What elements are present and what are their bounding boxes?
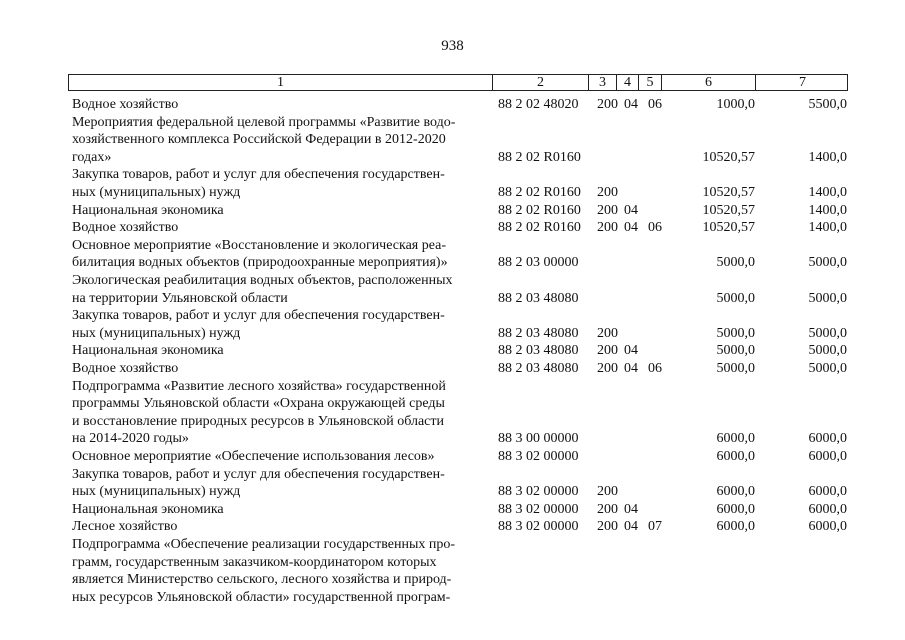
table-row — [0, 395, 905, 413]
row-description: Национальная экономика — [72, 202, 224, 218]
row-value-2018: 1400,0 — [808, 185, 847, 200]
row-description: Подпрограмма «Обеспечение реализации государственных про- — [72, 537, 456, 552]
row-col3: 200 — [597, 343, 618, 359]
row-col3: 200 — [597, 501, 618, 517]
header-col-3: 3 — [589, 75, 617, 90]
row-description: Основное мероприятие «Обеспечение использования лесов» — [72, 449, 435, 464]
row-col3: 200 — [597, 361, 618, 376]
table-row — [0, 589, 905, 607]
row-col5: 06 — [648, 97, 662, 112]
row-code: 88 2 02 R0160 — [498, 149, 581, 165]
table-row — [0, 149, 905, 167]
row-value-2017: 6000,0 — [716, 431, 755, 447]
row-value-2018: 5000,0 — [808, 255, 847, 271]
table-row — [0, 114, 905, 132]
table-row — [0, 272, 905, 290]
row-description: Национальная экономика — [72, 501, 224, 517]
row-code: 88 3 02 00000 — [498, 449, 579, 464]
row-value-2018: 6000,0 — [808, 501, 847, 517]
row-description: ных (муниципальных) нужд — [72, 185, 241, 200]
row-value-2018: 6000,0 — [808, 449, 847, 464]
row-col4: 04 — [624, 202, 638, 218]
row-description: ных (муниципальных) нужд — [72, 325, 241, 341]
row-code: 88 3 00 00000 — [498, 431, 579, 447]
table-row — [0, 360, 905, 378]
row-value-2017: 10520,57 — [702, 202, 755, 218]
row-description: на территории Ульяновской области — [72, 290, 288, 306]
row-description: на 2014-2020 годы» — [72, 431, 189, 447]
row-description: Закупка товаров, работ и услуг для обеспечения государствен- — [72, 466, 445, 482]
header-col-6: 6 — [662, 75, 756, 90]
row-col3: 200 — [597, 519, 618, 535]
table-row — [0, 448, 905, 466]
row-code: 88 2 02 R0160 — [498, 220, 581, 236]
row-code: 88 2 03 48080 — [498, 361, 579, 376]
row-description: годах» — [72, 149, 112, 165]
row-value-2017: 10520,57 — [702, 185, 755, 200]
header-col-5: 5 — [639, 75, 662, 90]
row-code: 88 2 02 R0160 — [498, 185, 581, 200]
row-description: Экологическая реабилитация водных объектов, расположенных — [72, 273, 453, 288]
row-description: Национальная экономика — [72, 343, 224, 359]
table-row — [0, 378, 905, 396]
table-row — [0, 413, 905, 431]
row-description: Мероприятия федеральной целевой программы «Развитие водо- — [72, 114, 456, 130]
row-value-2018: 1400,0 — [808, 149, 847, 165]
row-col4: 04 — [624, 361, 638, 376]
row-description: хозяйственного комплекса Российской Федерации в 2012-2020 — [72, 132, 446, 148]
header-col-7: 7 — [799, 75, 806, 90]
row-value-2017: 5000,0 — [716, 325, 755, 341]
table-row — [0, 184, 905, 202]
table-row — [0, 501, 905, 519]
row-code: 88 2 03 48080 — [498, 325, 579, 341]
table-row — [0, 430, 905, 448]
table-row — [0, 518, 905, 536]
table-row — [0, 290, 905, 308]
row-col5: 07 — [648, 519, 662, 535]
row-description: грамм, государственным заказчиком-координатором которых — [72, 554, 437, 570]
table-row — [0, 571, 905, 589]
row-col3: 200 — [597, 325, 618, 341]
row-value-2018: 5000,0 — [808, 343, 847, 359]
row-value-2017: 10520,57 — [702, 220, 755, 236]
row-value-2018: 1400,0 — [808, 220, 847, 236]
table-row — [0, 254, 905, 272]
row-code: 88 3 02 00000 — [498, 501, 579, 517]
page-number: 938 — [441, 38, 464, 54]
row-value-2017: 6000,0 — [716, 484, 755, 500]
table-row — [0, 325, 905, 343]
row-value-2017: 5000,0 — [716, 343, 755, 359]
row-description: Закупка товаров, работ и услуг для обеспечения государствен- — [72, 308, 445, 324]
row-description: и восстановление природных ресурсов в Ульяновской области — [72, 413, 444, 429]
row-description: программы Ульяновской области «Охрана окружающей среды — [72, 396, 445, 412]
row-description: билитация водных объектов (природоохранные мероприятия)» — [72, 255, 448, 271]
header-col-4: 4 — [617, 75, 639, 90]
row-value-2017: 6000,0 — [716, 449, 755, 464]
row-value-2017: 10520,57 — [702, 149, 755, 165]
table-row — [0, 237, 905, 255]
table-row — [0, 554, 905, 572]
row-value-2018: 6000,0 — [808, 484, 847, 500]
table-row — [0, 483, 905, 501]
row-code: 88 2 02 R0160 — [498, 202, 581, 218]
row-col5: 06 — [648, 361, 662, 376]
table-header — [68, 74, 848, 91]
row-code: 88 3 02 00000 — [498, 519, 579, 535]
row-code: 88 2 03 48080 — [498, 343, 579, 359]
row-col4: 04 — [624, 220, 638, 236]
row-value-2017: 5000,0 — [716, 361, 755, 376]
table-row — [0, 166, 905, 184]
table-row — [0, 202, 905, 220]
row-code: 88 3 02 00000 — [498, 484, 579, 500]
row-value-2018: 6000,0 — [808, 519, 847, 535]
row-code: 88 2 03 00000 — [498, 255, 579, 271]
row-col4: 04 — [624, 343, 638, 359]
row-col3: 200 — [597, 97, 618, 112]
table-row — [0, 342, 905, 360]
row-description: Водное хозяйство — [72, 361, 179, 376]
row-code: 88 2 02 48020 — [498, 97, 579, 112]
header-col-1: 1 — [69, 75, 493, 90]
row-value-2018: 6000,0 — [808, 431, 847, 447]
row-description: ных (муниципальных) нужд — [72, 484, 241, 500]
row-col3: 200 — [597, 185, 618, 200]
row-value-2018: 5500,0 — [808, 97, 847, 112]
row-description: является Министерство сельского, лесного хозяйства и природ- — [72, 572, 452, 588]
row-col3: 200 — [597, 484, 618, 500]
table-row — [0, 466, 905, 484]
row-description: Подпрограмма «Развитие лесного хозяйства» государственной — [72, 378, 446, 394]
row-value-2017: 6000,0 — [716, 519, 755, 535]
table-row — [0, 307, 905, 325]
row-value-2018: 5000,0 — [808, 361, 847, 376]
row-value-2017: 6000,0 — [716, 501, 755, 517]
table-row — [0, 536, 905, 554]
row-description: Основное мероприятие «Восстановление и экологическая реа- — [72, 237, 447, 253]
header-col-2: 2 — [493, 75, 589, 90]
table-row — [0, 96, 905, 114]
row-col3: 200 — [597, 220, 618, 236]
row-value-2018: 5000,0 — [808, 325, 847, 341]
row-code: 88 2 03 48080 — [498, 290, 579, 306]
row-value-2017: 1000,0 — [716, 97, 755, 112]
row-col5: 06 — [648, 220, 662, 236]
row-col3: 200 — [597, 202, 618, 218]
row-col4: 04 — [624, 97, 638, 112]
row-value-2017: 5000,0 — [716, 290, 755, 306]
row-col4: 04 — [624, 501, 638, 517]
table-row — [0, 131, 905, 149]
table-row — [0, 219, 905, 237]
row-col4: 04 — [624, 519, 638, 535]
row-value-2018: 1400,0 — [808, 202, 847, 218]
row-description: Лесное хозяйство — [72, 519, 178, 535]
row-description: Водное хозяйство — [72, 220, 179, 236]
row-value-2018: 5000,0 — [808, 290, 847, 306]
row-description: Закупка товаров, работ и услуг для обеспечения государствен- — [72, 167, 445, 183]
row-description: Водное хозяйство — [72, 97, 179, 112]
row-value-2017: 5000,0 — [716, 255, 755, 271]
row-description: ных ресурсов Ульяновской области» государственной програм- — [72, 589, 451, 605]
